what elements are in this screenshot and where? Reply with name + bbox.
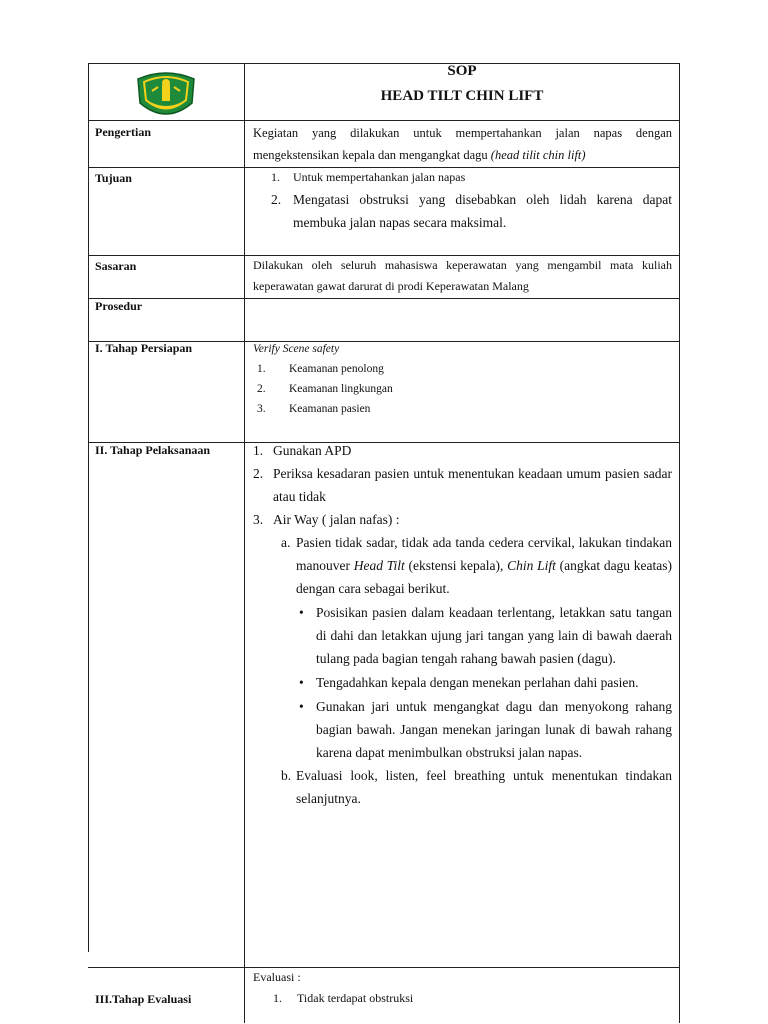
sub-number: a. bbox=[281, 535, 291, 550]
list-text: Air Way ( jalan nafas) : bbox=[273, 512, 400, 527]
list-item bbox=[249, 439, 672, 462]
sub-a-text-post: (angkat dagu keatas) dengan cara sebagai berikut. bbox=[296, 558, 673, 596]
bullet-icon: • bbox=[299, 699, 304, 714]
list-text: Untuk mempertahankan jalan napas bbox=[293, 170, 466, 184]
list-number: 2. bbox=[253, 466, 264, 481]
list-item bbox=[253, 379, 672, 399]
pelaksanaan-label: II. Tahap Pelaksanaan bbox=[95, 443, 211, 457]
doc-type-title: SOP bbox=[447, 63, 477, 79]
persiapan-row bbox=[88, 342, 680, 443]
sasaran-row bbox=[88, 256, 680, 299]
evaluasi-cell bbox=[253, 967, 672, 1009]
sasaran-text: Dilakukan oleh seluruh mahasiswa keperawatan yang mengambil mata kuliah keperawatan gawat darurat di prodi Keperawatan Malang bbox=[253, 258, 672, 293]
pelaksanaan-row bbox=[88, 443, 680, 968]
list-number: 1. bbox=[273, 991, 282, 1005]
list-text: Keamanan pasien bbox=[289, 403, 371, 415]
sub-number: b. bbox=[281, 768, 292, 783]
persiapan-label: I. Tahap Persiapan bbox=[95, 341, 193, 355]
sasaran-label: Sasaran bbox=[95, 259, 137, 273]
pengertian-label: Pengertian bbox=[95, 125, 151, 139]
bullet-item bbox=[249, 671, 672, 694]
evaluasi-row bbox=[88, 968, 680, 1017]
bullet-item bbox=[249, 695, 672, 764]
bullet-icon: • bbox=[299, 675, 304, 690]
list-text: Keamanan lingkungan bbox=[289, 383, 393, 395]
bullet-text: Posisikan pasien dalam keadaan terlentang, letakkan satu tangan di dahi dan letakkan ujung jari tangan yang lain di bawah daerah tulang pada bagian tengah rahang bawah pasien (dagu). bbox=[316, 605, 672, 666]
list-text: Keamanan penolong bbox=[289, 363, 384, 375]
tujuan-item-1 bbox=[253, 166, 672, 188]
right-border bbox=[679, 63, 680, 1023]
evaluasi-label: III.Tahap Evaluasi bbox=[95, 992, 192, 1006]
sub-item-b bbox=[249, 764, 672, 810]
sub-a-term-chin-lift: Chin Lift bbox=[507, 558, 556, 573]
list-item bbox=[253, 359, 672, 379]
list-text: Tidak terdapat obstruksi bbox=[297, 991, 414, 1005]
column-divider bbox=[244, 63, 245, 1023]
pelaksanaan-cell bbox=[249, 439, 672, 810]
bullet-text: Tengadahkan kepala dengan menekan perlahan dahi pasien. bbox=[316, 675, 639, 690]
prosedur-label: Prosedur bbox=[95, 299, 143, 313]
bullet-text: Gunakan jari untuk mengangkat dagu dan menyokong rahang bagian bawah. Jangan menekan jaringan lunak di bawah rahang karena dapat menimbulkan obstruksi jalan napas. bbox=[316, 699, 672, 760]
sub-a-text-mid: (ekstensi kepala), bbox=[408, 558, 504, 573]
sop-table bbox=[88, 63, 680, 1006]
list-number: 3. bbox=[257, 403, 266, 415]
list-text: Periksa kesadaran pasien untuk menentukan keadaan umum pasien sadar atau tidak bbox=[273, 466, 672, 504]
list-item bbox=[249, 462, 672, 508]
list-number: 1. bbox=[253, 443, 264, 458]
page-title: HEAD TILT CHIN LIFT bbox=[380, 88, 544, 104]
pengertian-italic: (head tilit chin lift) bbox=[490, 148, 586, 162]
bullet-icon: • bbox=[299, 605, 304, 620]
persiapan-cell bbox=[253, 339, 672, 419]
university-crest-icon bbox=[132, 69, 200, 121]
list-number: 2. bbox=[271, 192, 282, 207]
list-item bbox=[253, 988, 672, 1009]
list-item bbox=[249, 508, 672, 531]
header-row bbox=[88, 63, 680, 121]
pengertian-text bbox=[253, 122, 672, 166]
sub-a-term-head-tilt: Head Tilt bbox=[353, 558, 405, 573]
persiapan-heading: Verify Scene safety bbox=[253, 343, 340, 355]
sub-a-text: Pasien tidak sadar, tidak ada tanda cedera cervikal, lakukan tindakan manouver bbox=[296, 535, 672, 573]
tujuan-item-2 bbox=[253, 188, 672, 234]
list-number: 3. bbox=[253, 512, 264, 527]
list-text: Gunakan APD bbox=[273, 443, 352, 458]
list-item bbox=[253, 399, 672, 419]
list-number: 1. bbox=[271, 170, 280, 184]
list-number: 2. bbox=[257, 383, 266, 395]
sub-b-text: Evaluasi look, listen, feel breathing untuk menentukan tindakan selanjutnya. bbox=[296, 768, 672, 806]
pengertian-row bbox=[88, 121, 680, 168]
sub-item-a bbox=[249, 531, 672, 600]
bullet-item bbox=[249, 601, 672, 670]
list-text: Mengatasi obstruksi yang disebabkan oleh lidah karena dapat membuka jalan napas secara maksimal. bbox=[293, 192, 672, 230]
pengertian-body: Kegiatan yang dilakukan untuk mempertahankan jalan napas dengan mengekstensikan kepala dan mengangkat dagu bbox=[253, 126, 672, 162]
evaluasi-heading: Evaluasi : bbox=[253, 970, 301, 984]
prosedur-row bbox=[88, 299, 680, 342]
tujuan-label: Tujuan bbox=[95, 171, 132, 185]
tujuan-row bbox=[88, 168, 680, 256]
list-number: 1. bbox=[257, 363, 266, 375]
